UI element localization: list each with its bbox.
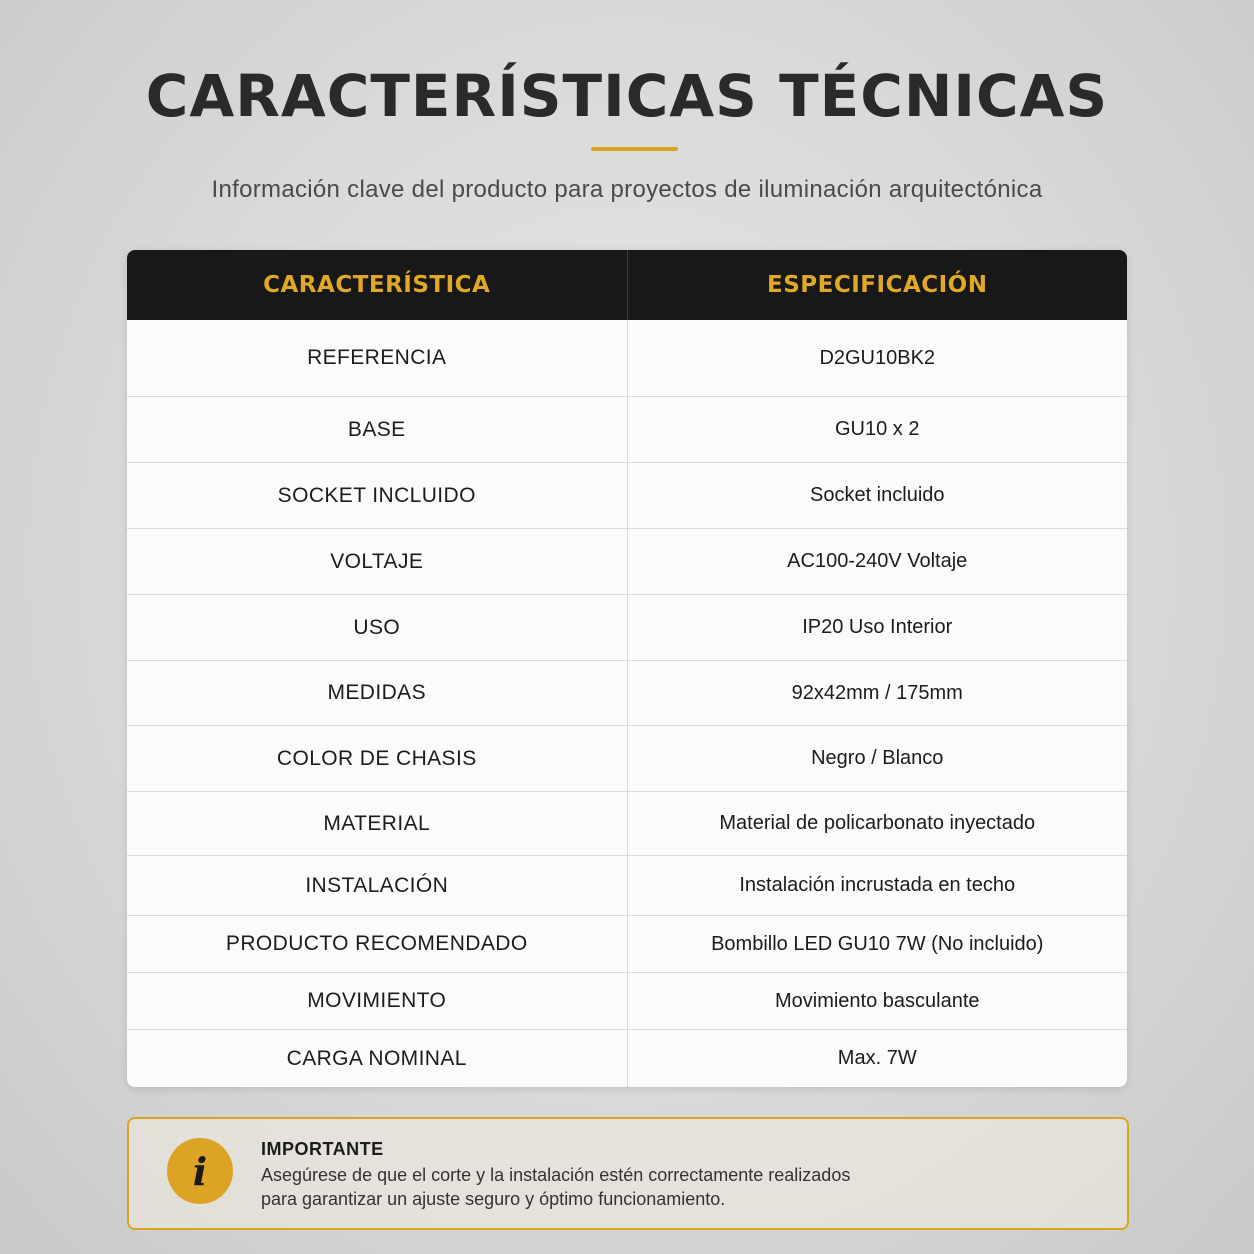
table-row — [127, 791, 1127, 855]
info-icon: i — [167, 1138, 233, 1204]
column-header-specification: ESPECIFICACIÓN — [627, 250, 1128, 320]
table-body — [127, 320, 1127, 1087]
row-characteristic: MATERIAL — [323, 811, 431, 835]
page-subtitle: Información clave del producto para proyectos de iluminación arquitectónica — [211, 176, 1043, 203]
row-characteristic: USO — [353, 615, 401, 639]
row-specification: 92x42mm / 175mm — [627, 661, 1128, 725]
note-title: IMPORTANTE — [261, 1139, 384, 1159]
table-header — [127, 250, 1127, 320]
table-row — [127, 660, 1127, 725]
table-row — [127, 725, 1127, 791]
page-title: CARACTERÍSTICAS TÉCNICAS — [145, 62, 1109, 130]
table-row — [127, 594, 1127, 660]
row-characteristic: BASE — [347, 417, 406, 441]
row-characteristic: SOCKET INCLUIDO — [277, 483, 476, 507]
row-characteristic: MOVIMIENTO — [307, 989, 447, 1012]
table-row — [127, 462, 1127, 528]
row-specification: GU10 x 2 — [627, 397, 1128, 462]
table-row — [127, 1029, 1127, 1087]
note-text — [261, 1163, 961, 1211]
table-row — [127, 320, 1127, 396]
row-characteristic: CARGA NOMINAL — [286, 1046, 467, 1070]
row-specification: Negro / Blanco — [627, 726, 1128, 791]
table-row — [127, 528, 1127, 594]
row-specification: Instalación incrustada en techo — [627, 856, 1128, 915]
column-header-characteristic: CARACTERÍSTICA — [263, 272, 491, 298]
row-specification: D2GU10BK2 — [627, 320, 1128, 396]
important-note — [127, 1117, 1129, 1230]
row-characteristic: PRODUCTO RECOMENDADO — [225, 932, 528, 955]
row-specification: AC100-240V Voltaje — [627, 529, 1128, 594]
row-specification: Material de policarbonato inyectado — [627, 792, 1128, 855]
row-specification: Socket incluido — [627, 463, 1128, 528]
row-specification: Movimiento basculante — [627, 973, 1128, 1029]
specs-table — [127, 250, 1127, 1087]
row-characteristic: INSTALACIÓN — [305, 873, 449, 897]
row-characteristic: COLOR DE CHASIS — [276, 746, 477, 770]
row-specification: Max. 7W — [627, 1030, 1128, 1087]
row-characteristic: VOLTAJE — [330, 549, 424, 573]
row-specification: Bombillo LED GU10 7W (No incluido) — [627, 916, 1128, 972]
row-characteristic: MEDIDAS — [327, 681, 426, 704]
row-specification: IP20 Uso Interior — [627, 595, 1128, 660]
note-line-2: para garantizar un ajuste seguro y óptimo funcionamiento. — [261, 1189, 726, 1209]
table-row — [127, 855, 1127, 915]
table-row — [127, 972, 1127, 1029]
row-characteristic: REFERENCIA — [307, 346, 447, 369]
table-row — [127, 396, 1127, 462]
note-line-1: Asegúrese de que el corte y la instalación estén correctamente realizados — [261, 1165, 851, 1185]
table-row — [127, 915, 1127, 972]
title-underline — [591, 147, 678, 151]
